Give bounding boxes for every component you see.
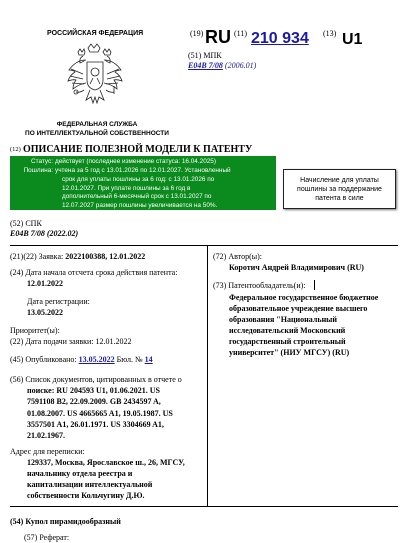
emblem bbox=[66, 42, 124, 110]
column-divider bbox=[207, 245, 208, 507]
doc-title: ОПИСАНИЕ ПОЛЕЗНОЙ МОДЕЛИ К ПАТЕНТУ bbox=[23, 144, 253, 155]
address-line: собственности Кольчугину Д.Ю. bbox=[27, 491, 145, 500]
fee-payment-line: патента в силе bbox=[315, 194, 364, 202]
fees-line: учтена за 5 год с 13.01.2026 по 12.01.2027. Установленный bbox=[55, 167, 231, 174]
table-bottom-border bbox=[10, 506, 398, 507]
fees-label: Пошлина: bbox=[23, 167, 53, 174]
utility-model-title: (54) Купол пирамидообразный bbox=[10, 517, 121, 526]
agency-line-1: ФЕДЕРАЛЬНАЯ СЛУЖБА bbox=[56, 121, 138, 128]
ipc-row bbox=[188, 61, 256, 70]
agency-name bbox=[0, 120, 194, 138]
status-value: действует (последнее изменение статуса: 16.04.2025) bbox=[55, 158, 216, 165]
code-13: (13) bbox=[323, 29, 337, 38]
registration-value: 13.05.2022 bbox=[27, 308, 63, 317]
fees-line: дополнительный 6-месячный срок с 13.01.2027 по bbox=[62, 193, 212, 201]
address-line: начальнику отдела реестра и bbox=[27, 469, 133, 478]
ipc-link[interactable]: E04B 7/08 bbox=[188, 61, 223, 70]
owner-block bbox=[229, 292, 378, 358]
bulletin-number-link[interactable]: 14 bbox=[144, 355, 153, 364]
fee-payment-line: Начисление для уплаты bbox=[300, 176, 379, 184]
spk-label: (52) СПК bbox=[10, 219, 42, 228]
status-label: Статус: bbox=[31, 158, 53, 165]
address-line: 129337, Москва, Ярославское ш., 26, МГСУ, bbox=[27, 458, 185, 467]
priority-label: Приоритет(ы): bbox=[10, 326, 60, 335]
ipc-date: (2006.01) bbox=[224, 61, 257, 70]
published-row bbox=[10, 355, 153, 364]
cited-line: (56) Список документов, цитированных в отчете о bbox=[10, 375, 182, 384]
application-label: (21)(22) Заявка: bbox=[10, 252, 64, 261]
owner-line: государственный строительный bbox=[229, 337, 346, 346]
ipc-label: (51) МПК bbox=[188, 51, 222, 60]
author-label: (72) Автор(ы): bbox=[213, 252, 262, 261]
owner-line: образовательное учреждение высшего bbox=[229, 304, 368, 313]
bulletin-label: Бюл. № bbox=[116, 355, 143, 364]
cited-line: 21.02.1967. bbox=[27, 431, 65, 441]
author-value: Коротич Андрей Владимирович (RU) bbox=[229, 263, 364, 272]
address-block bbox=[27, 457, 185, 501]
published-label: (45) Опубликовано: bbox=[10, 355, 77, 364]
fees-line: 12.01.2027. При уплате пошлины за 6 год в bbox=[62, 184, 191, 192]
term-start-label: (24) Дата начала отсчета срока действия патента: bbox=[10, 268, 178, 277]
owner-line: образования "Национальный bbox=[229, 315, 338, 324]
cited-line: 7591108 B2, 22.09.2009. GB 2434597 A, bbox=[27, 397, 161, 407]
patent-number-link[interactable]: 210 934 bbox=[251, 30, 309, 47]
title-row bbox=[10, 517, 121, 526]
country-code: RU bbox=[205, 27, 231, 47]
published-date-link[interactable]: 13.05.2022 bbox=[78, 355, 115, 364]
fee-payment-button[interactable] bbox=[283, 169, 396, 209]
country-name: РОССИЙСКАЯ ФЕДЕРАЦИЯ bbox=[47, 30, 144, 37]
term-start-value: 12.01.2022 bbox=[27, 279, 63, 288]
spk-value: E04B 7/08 (2022.02) bbox=[10, 229, 79, 238]
owner-line: Федеральное государственное бюджетное bbox=[229, 293, 379, 302]
registration-label: Дата регистрации: bbox=[27, 297, 90, 306]
code-19: (19) bbox=[190, 29, 204, 38]
table-top-border bbox=[10, 245, 398, 246]
owner-line: университет" (НИУ МГСУ) (RU) bbox=[229, 348, 350, 357]
owner-label: (73) Патентообладатель(и): bbox=[213, 281, 306, 290]
fee-payment-line: пошлины за поддержание bbox=[297, 185, 382, 193]
application-row bbox=[10, 252, 145, 261]
status-box bbox=[10, 156, 276, 210]
application-value: 2022100388, 12.01.2022 bbox=[65, 252, 146, 261]
priority-filing-date: (22) Дата подачи заявки: 12.01.2022 bbox=[10, 337, 132, 346]
double-headed-eagle-icon bbox=[66, 42, 124, 110]
cited-line: 01.08.2007. US 4665665 A1, 19.05.1987. US bbox=[27, 408, 173, 418]
agency-line-2: ПО ИНТЕЛЛЕКТУАЛЬНОЙ СОБСТВЕННОСТИ bbox=[25, 130, 169, 137]
address-label: Адрес для переписки: bbox=[10, 447, 85, 456]
cited-documents bbox=[10, 374, 206, 441]
fees-line: срок для уплаты пошлины за 6 год: с 13.01.2026 по bbox=[62, 175, 215, 183]
cited-line: поиске: RU 204593 U1, 01.06.2021. US bbox=[27, 386, 160, 396]
code-11: (11) bbox=[234, 29, 248, 38]
fees-line: 12.07.2027 размер пошлины увеличивается на 50%. bbox=[62, 202, 218, 210]
doc-title-code: (12) bbox=[10, 146, 21, 153]
text-cursor bbox=[314, 280, 315, 290]
owner-line: исследовательский Московский bbox=[229, 326, 346, 335]
abstract-label: (57) Реферат: bbox=[24, 533, 70, 542]
address-line: капитализации интеллектуальной bbox=[27, 480, 153, 489]
kind-code: U1 bbox=[342, 31, 363, 48]
cited-line: 3557501 A1, 26.01.1971. US 3304669 A1, bbox=[27, 419, 164, 429]
